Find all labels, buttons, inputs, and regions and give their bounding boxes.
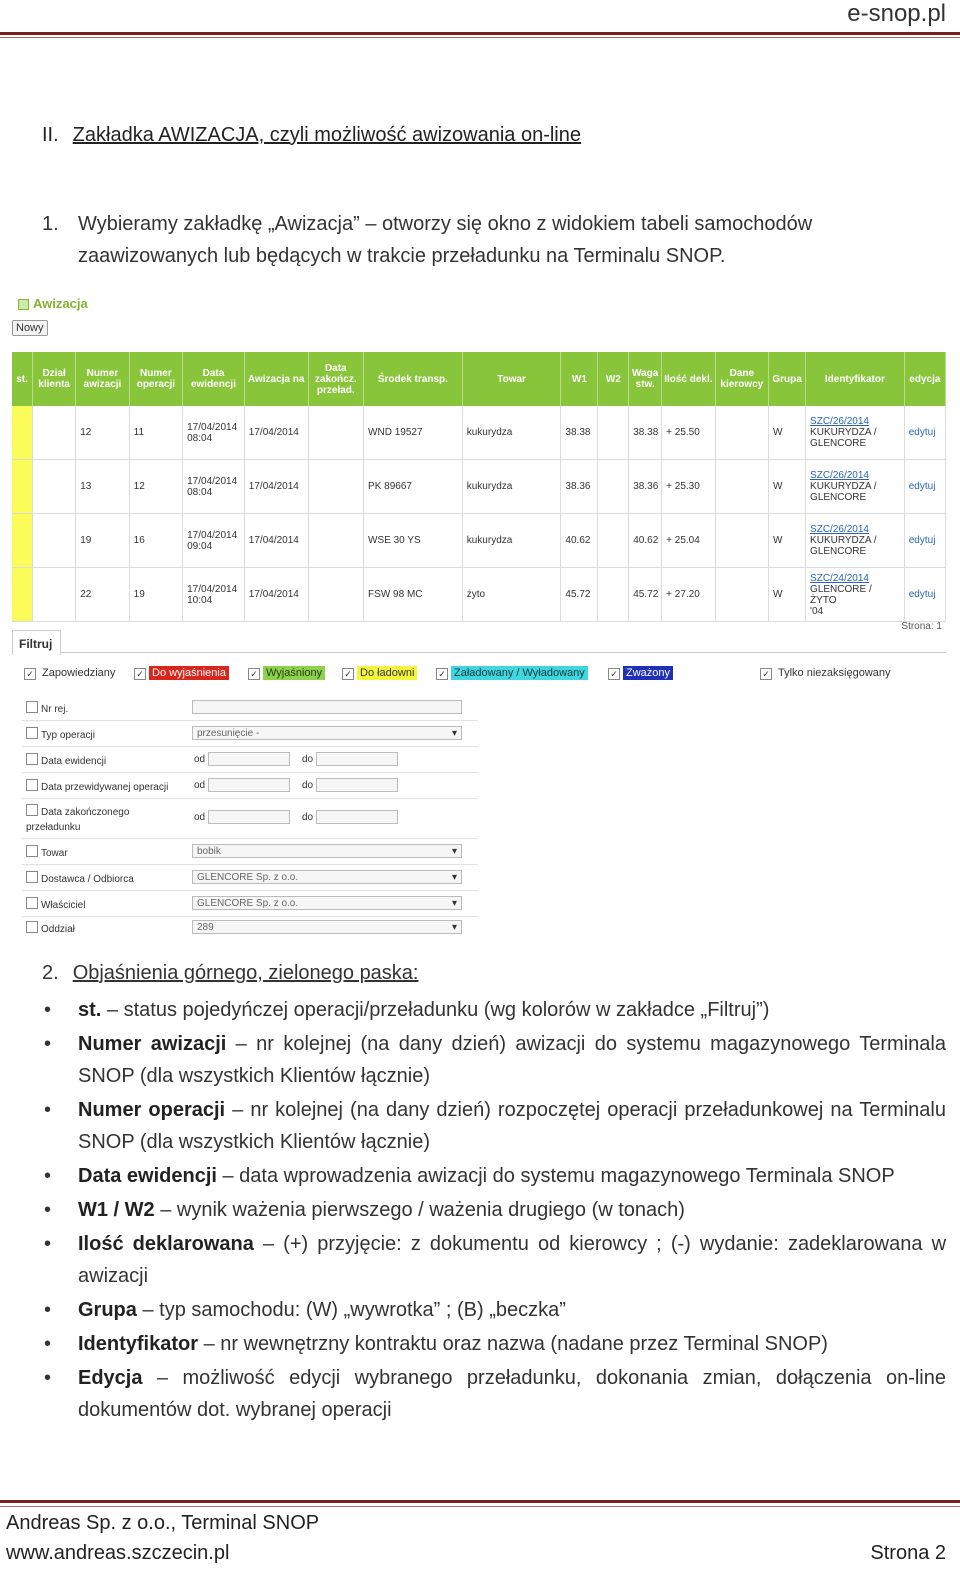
col-numer-awizacji[interactable]: Numer awizacji <box>76 352 129 406</box>
status-filter-zwazony[interactable]: ✓ Zważony <box>608 667 673 680</box>
edit-link[interactable]: edytuj <box>904 406 945 460</box>
data-przewidywanej-od[interactable] <box>208 778 290 792</box>
checkbox-icon[interactable]: ✓ <box>436 668 448 680</box>
status-cell <box>12 514 33 568</box>
cell-nr-awizacji: 19 <box>76 514 129 568</box>
cell-towar: kukurydza <box>462 460 561 514</box>
data-ewidencji-od[interactable] <box>208 752 290 766</box>
list-item: • Edycja – możliwość edycji wybranego przeładunku, dokonania zmian, dołączenia on-line dokumentów dot. wybranej operacji <box>42 1362 946 1426</box>
header-rule-thin <box>0 37 960 38</box>
step1-text-2: zaawizowanych lub będących w trakcie przeładunku na Terminalu SNOP. <box>78 245 726 267</box>
cell-waga: 40.62 <box>629 514 662 568</box>
cell-dekl: + 25.30 <box>662 460 715 514</box>
cell-waga: 38.38 <box>629 406 662 460</box>
data-przewidywanej-do[interactable] <box>316 778 398 792</box>
col-awizacja-na[interactable]: Awizacja na <box>244 352 308 406</box>
step1-text-1: Wybieramy zakładkę „Awizacja” – otworzy się okno z widokiem tabeli samochodów <box>78 213 813 235</box>
page-indicator: Strona: 1 <box>901 621 942 632</box>
cell-awizacja-na: 17/04/2014 <box>244 460 308 514</box>
list-item: • st. – status pojedyńczej operacji/przeładunku (wg kolorów w zakładce „Filtruj”) <box>42 994 946 1026</box>
list-item: • W1 / W2 – wynik ważenia pierwszego / ważenia drugiego (w tonach) <box>42 1194 946 1226</box>
footer-page-number: Strona 2 <box>870 1542 946 1564</box>
cell-srodek: FSW 98 MC <box>364 568 463 622</box>
col-identyfikator[interactable]: Identyfikator <box>806 352 905 406</box>
col-towar[interactable]: Towar <box>462 352 561 406</box>
cell-grupa: W <box>769 406 806 460</box>
list-item: • Grupa – typ samochodu: (W) „wywrotka” ; (B) „beczka” <box>42 1294 946 1326</box>
table-row[interactable] <box>12 514 946 568</box>
status-filter-wyjasniony[interactable]: ✓ Wyjaśniony <box>248 667 325 680</box>
cell-grupa: W <box>769 568 806 622</box>
oddzial-select[interactable]: 289 ▾ <box>192 920 462 934</box>
cell-nr-awizacji: 12 <box>76 406 129 460</box>
col-w2[interactable]: W2 <box>598 352 629 406</box>
status-cell <box>12 406 33 460</box>
filter-row-data-ewidencji: Data ewidencji od do <box>22 748 478 773</box>
filter-divider <box>12 652 946 653</box>
table-row[interactable] <box>12 406 946 460</box>
list-item: • Identyfikator – nr wewnętrzny kontraktu oraz nazwa (nadane przez Terminal SNOP) <box>42 1328 946 1360</box>
filter-row-wlasciciel: Właściciel GLENCORE Sp. z o.o. ▾ <box>22 892 478 917</box>
cell-grupa: W <box>769 460 806 514</box>
col-dane-kierowcy[interactable]: Dane kierowcy <box>715 352 768 406</box>
cell-towar: żyto <box>462 568 561 622</box>
awizacja-table <box>12 352 946 622</box>
filter-row-dostawca: Dostawca / Odbiorca GLENCORE Sp. z o.o. ▾ <box>22 866 478 891</box>
status-cell <box>12 568 33 622</box>
nr-rej-input[interactable] <box>192 700 462 714</box>
footer-rule <box>0 1500 960 1503</box>
cell-nr-operacji: 19 <box>129 568 182 622</box>
cell-waga: 45.72 <box>629 568 662 622</box>
cell-nr-operacji: 12 <box>129 460 182 514</box>
edit-link[interactable]: edytuj <box>904 568 945 622</box>
step1-paragraph <box>42 208 922 272</box>
cell-nr-operacji: 11 <box>129 406 182 460</box>
section2-heading <box>42 962 419 985</box>
cell-dekl: + 25.04 <box>662 514 715 568</box>
tab-filtruj[interactable]: Filtruj <box>12 630 61 655</box>
list-item: • Numer awizacji – nr kolejnej (na dany dzień) awizacji do systemu magazynowego Terminala SNOP (dla wszystkich Klientów łącznie) <box>42 1028 946 1092</box>
cell-identyfikator: SZC/24/2014 GLENCORE / ŻYTO '04 <box>806 568 905 622</box>
cell-nr-operacji: 16 <box>129 514 182 568</box>
table-row[interactable] <box>12 460 946 514</box>
awizacja-screenshot <box>12 296 946 936</box>
section2-number: 2. <box>42 962 59 984</box>
cell-srodek: WND 19527 <box>364 406 463 460</box>
section2-title: Objaśnienia górnego, zielonego paska: <box>72 962 419 984</box>
cell-nr-awizacji: 22 <box>76 568 129 622</box>
section1-title: Zakładka AWIZACJA, czyli możliwość awizowania on-line <box>72 124 581 146</box>
cell-srodek: WSE 30 YS <box>364 514 463 568</box>
cell-dekl: + 25.50 <box>662 406 715 460</box>
cell-data-ewidencji: 17/04/2014 10:04 <box>183 568 245 622</box>
cell-srodek: PK 89667 <box>364 460 463 514</box>
edit-link[interactable]: edytuj <box>904 514 945 568</box>
col-data-ewidencji[interactable]: Data ewidencji <box>183 352 245 406</box>
data-zakonczonego-do[interactable] <box>316 810 398 824</box>
col-dzial-klienta[interactable]: Dział klienta <box>33 352 76 406</box>
typ-operacji-select[interactable]: przesunięcie - ▾ <box>192 726 462 740</box>
explanation-list <box>42 994 946 1428</box>
filter-row-data-przewidywanej: Data przewidywanej operacji od do <box>22 774 478 799</box>
footer-company: Andreas Sp. z o.o., Terminal SNOP <box>6 1512 320 1534</box>
cell-nr-awizacji: 13 <box>76 460 129 514</box>
dostawca-select[interactable]: GLENCORE Sp. z o.o. ▾ <box>192 870 462 884</box>
checkbox-icon[interactable] <box>26 845 38 857</box>
status-filter-zaladowany[interactable]: ✓ Załadowany / Wyładowany <box>436 667 588 680</box>
checkbox-icon[interactable]: ✓ <box>342 668 354 680</box>
awizacja-title: Awizacja <box>18 296 88 311</box>
col-st[interactable]: st. <box>12 352 33 406</box>
cell-data-ewidencji: 17/04/2014 08:04 <box>183 460 245 514</box>
list-item: • Numer operacji – nr kolejnej (na dany dzień) rozpoczętej operacji przeładunkowej na Terminalu SNOP (dla wszystkich Klientów łącznie) <box>42 1094 946 1158</box>
filter-row-oddzial: Oddział 289 ▾ <box>22 918 478 936</box>
checkbox-icon[interactable] <box>26 804 38 816</box>
cell-towar: kukurydza <box>462 406 561 460</box>
cell-awizacja-na: 17/04/2014 <box>244 568 308 622</box>
cell-identyfikator: SZC/26/2014 KUKURYDZA / GLENCORE <box>806 514 905 568</box>
checkbox-icon[interactable] <box>26 921 38 933</box>
wlasciciel-select[interactable]: GLENCORE Sp. z o.o. ▾ <box>192 896 462 910</box>
step1-number: 1. <box>42 213 59 235</box>
status-filter-do-ladowni[interactable]: ✓ Do ładowni <box>342 667 417 680</box>
data-zakonczonego-od[interactable] <box>208 810 290 824</box>
section1-number: II. <box>42 124 59 146</box>
status-filter-do-wyjasnienia[interactable]: ✓ Do wyjaśnienia <box>134 667 229 680</box>
list-item: • Data ewidencji – data wprowadzenia awizacji do systemu magazynowego Terminala SNOP <box>42 1160 946 1192</box>
footer-website[interactable]: www.andreas.szczecin.pl <box>6 1542 230 1564</box>
filter-row-towar: Towar bobik ▾ <box>22 840 478 865</box>
filter-row-typ-operacji: Typ operacji przesunięcie - ▾ <box>22 722 478 747</box>
cell-awizacja-na: 17/04/2014 <box>244 406 308 460</box>
towar-select[interactable]: bobik ▾ <box>192 844 462 858</box>
checkbox-icon[interactable]: ✓ <box>24 668 36 680</box>
cell-w1: 40.62 <box>561 514 598 568</box>
edit-link[interactable]: edytuj <box>904 460 945 514</box>
col-waga-stw[interactable]: Waga stw. <box>629 352 662 406</box>
cell-towar: kukurydza <box>462 514 561 568</box>
status-filter-zapowiedziany[interactable]: ✓ Zapowiedziany <box>24 667 118 680</box>
list-item: • Ilość deklarowana – (+) przyjęcie: z dokumentu od kierowcy ; (-) wydanie: zadeklarowana w awizacji <box>42 1228 946 1292</box>
cell-data-ewidencji: 17/04/2014 09:04 <box>183 514 245 568</box>
panel-icon <box>18 299 29 310</box>
cell-w1: 38.36 <box>561 460 598 514</box>
col-numer-operacji[interactable]: Numer operacji <box>129 352 182 406</box>
checkbox-icon[interactable] <box>26 779 38 791</box>
footer-rule-thin <box>0 1506 960 1507</box>
status-cell <box>12 460 33 514</box>
cell-grupa: W <box>769 514 806 568</box>
cell-identyfikator: SZC/26/2014 KUKURYDZA / GLENCORE <box>806 406 905 460</box>
checkbox-icon[interactable]: ✓ <box>608 668 620 680</box>
site-name: e-snop.pl <box>847 0 946 27</box>
data-ewidencji-do[interactable] <box>316 752 398 766</box>
checkbox-icon[interactable] <box>26 701 38 713</box>
col-ilosc-dekl[interactable]: Ilość dekl. <box>662 352 715 406</box>
filter-row-nr-rej: Nr rej. <box>22 696 478 721</box>
checkbox-icon[interactable]: ✓ <box>760 668 772 680</box>
col-data-zakoncz[interactable]: Data zakończ. przeład. <box>308 352 364 406</box>
new-button[interactable]: Nowy <box>12 320 48 336</box>
filter-row-data-zakonczonego: Data zakończonego przeładunku od do <box>22 800 478 839</box>
col-grupa[interactable]: Grupa <box>769 352 806 406</box>
cell-w1: 45.72 <box>561 568 598 622</box>
col-edycja[interactable]: edycja <box>904 352 945 406</box>
col-w1[interactable]: W1 <box>561 352 598 406</box>
cell-waga: 38.36 <box>629 460 662 514</box>
cell-identyfikator: SZC/26/2014 KUKURYDZA / GLENCORE <box>806 460 905 514</box>
header-rule <box>0 32 960 35</box>
cell-awizacja-na: 17/04/2014 <box>244 514 308 568</box>
checkbox-icon[interactable]: ✓ <box>248 668 260 680</box>
checkbox-icon[interactable] <box>26 871 38 883</box>
col-srodek-transp[interactable]: Środek transp. <box>364 352 463 406</box>
table-header-row <box>12 352 946 406</box>
table-row[interactable] <box>12 568 946 622</box>
section1-heading <box>42 124 581 147</box>
checkbox-icon[interactable] <box>26 897 38 909</box>
checkbox-icon[interactable]: ✓ <box>134 668 146 680</box>
status-filter-niezaksiegowany[interactable]: ✓ Tylko niezaksięgowany <box>760 667 894 680</box>
cell-data-ewidencji: 17/04/2014 08:04 <box>183 406 245 460</box>
cell-w1: 38.38 <box>561 406 598 460</box>
cell-dekl: + 27.20 <box>662 568 715 622</box>
checkbox-icon[interactable] <box>26 727 38 739</box>
checkbox-icon[interactable] <box>26 753 38 765</box>
